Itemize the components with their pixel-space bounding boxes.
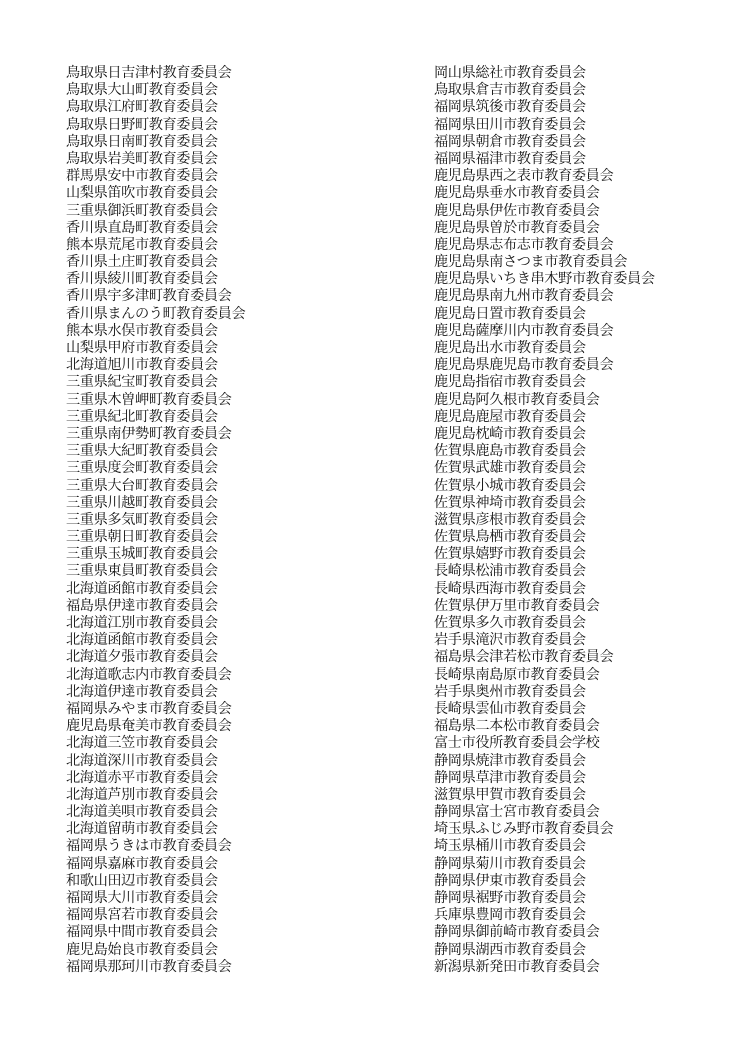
list-item: 三重県紀宝町教育委員会 xyxy=(66,374,218,391)
list-item: 長崎県松浦市教育委員会 xyxy=(434,563,586,580)
list-item: 静岡県草津市教育委員会 xyxy=(434,769,586,786)
list-item: 佐賀県小城市教育委員会 xyxy=(434,477,586,494)
list-item: 静岡県裾野市教育委員会 xyxy=(434,890,586,906)
list-item: 静岡県湖西市教育委員会 xyxy=(434,941,586,958)
list-item: 鹿児島県曽於市教育委員会 xyxy=(434,219,600,236)
list-item: 香川県まんのう町教育委員会 xyxy=(66,305,246,322)
list-item: 福岡県中間市教育委員会 xyxy=(66,924,218,941)
list-item: 福島県二本松市教育委員会 xyxy=(434,718,600,735)
list-item: 静岡県御前崎市教育委員会 xyxy=(434,924,600,941)
list-item: 鳥取県江府町教育委員会 xyxy=(66,99,218,116)
list-item: 香川県土庄町教育委員会 xyxy=(66,254,218,271)
list-item: 三重県紀北町教育委員会 xyxy=(66,408,218,425)
list-item: 北海道歌志内市教育委員会 xyxy=(66,666,232,683)
list-item: 北海道伊達市教育委員会 xyxy=(66,683,218,700)
list-item: 鳥取県大山町教育委員会 xyxy=(66,82,218,99)
list-item: 三重県御浜町教育委員会 xyxy=(66,202,218,219)
list-item: 熊本県水俣市教育委員会 xyxy=(66,322,218,339)
list-item: 鹿児島枕崎市教育委員会 xyxy=(434,425,586,442)
list-item: 鹿児島鹿屋市教育委員会 xyxy=(434,408,586,425)
list-item: 福岡県大川市教育委員会 xyxy=(66,890,218,906)
list-item: 福岡県那珂川市教育委員会 xyxy=(66,958,232,975)
list-item: 福岡県筑後市教育委員会 xyxy=(434,99,586,116)
list-item: 和歌山田辺市教育委員会 xyxy=(66,872,218,889)
list-item: 福岡県田川市教育委員会 xyxy=(434,116,586,133)
list-item: 岩手県滝沢市教育委員会 xyxy=(434,632,586,649)
list-item: 鹿児島県鹿児島市教育委員会 xyxy=(434,357,614,374)
list-item: 北海道夕張市教育委員会 xyxy=(66,649,218,666)
list-item: 鹿児島県垂水市教育委員会 xyxy=(434,185,600,202)
list-item: 鹿児島日置市教育委員会 xyxy=(434,305,586,322)
list-item: 鳥取県倉吉市教育委員会 xyxy=(434,82,586,99)
list-item: 熊本県荒尾市教育委員会 xyxy=(66,236,218,253)
list-item: 香川県直島町教育委員会 xyxy=(66,219,218,236)
list-item: 福岡県福津市教育委員会 xyxy=(434,150,586,167)
list-item: 埼玉県桶川市教育委員会 xyxy=(434,838,586,855)
list-item: 山梨県笛吹市教育委員会 xyxy=(66,185,218,202)
list-item: 静岡県富士宮市教育委員会 xyxy=(434,804,600,821)
list-item: 鳥取県日南町教育委員会 xyxy=(66,133,218,150)
list-item: 静岡県菊川市教育委員会 xyxy=(434,855,586,872)
list-item: 佐賀県鹿島市教育委員会 xyxy=(434,443,586,460)
list-item: 兵庫県豊岡市教育委員会 xyxy=(434,907,586,924)
list-item: 鹿児島県西之表市教育委員会 xyxy=(434,168,614,185)
list-item: 富士市役所教育委員会学校 xyxy=(434,735,600,752)
list-item: 鹿児島出水市教育委員会 xyxy=(434,340,586,356)
list-item: 三重県朝日町教育委員会 xyxy=(66,529,218,546)
list-item: 北海道芦別市教育委員会 xyxy=(66,786,218,803)
list-item: 北海道留萌市教育委員会 xyxy=(66,821,218,838)
list-item: 佐賀県武雄市教育委員会 xyxy=(434,460,586,477)
list-item: 福島県伊達市教育委員会 xyxy=(66,597,218,614)
list-item: 鹿児島県伊佐市教育委員会 xyxy=(434,202,600,219)
list-item: 佐賀県多久市教育委員会 xyxy=(434,615,586,631)
list-item: 三重県玉城町教育委員会 xyxy=(66,546,218,563)
list-item: 鹿児島県南九州市教育委員会 xyxy=(434,288,614,305)
right-column-list xyxy=(434,65,729,976)
list-item: 滋賀県彦根市教育委員会 xyxy=(434,511,586,528)
list-item: 鳥取県日野町教育委員会 xyxy=(66,116,218,133)
list-item: 福岡県宮若市教育委員会 xyxy=(66,907,218,924)
list-item: 北海道江別市教育委員会 xyxy=(66,615,218,631)
list-item: 福岡県嘉麻市教育委員会 xyxy=(66,855,218,872)
list-item: 鹿児島県奄美市教育委員会 xyxy=(66,718,232,735)
list-item: 鹿児島始良市教育委員会 xyxy=(66,941,218,958)
list-item: 三重県大台町教育委員会 xyxy=(66,477,218,494)
list-item: 鹿児島県南さつま市教育委員会 xyxy=(434,254,628,271)
list-item: 静岡県焼津市教育委員会 xyxy=(434,752,586,769)
list-item: 群馬県安中市教育委員会 xyxy=(66,168,218,185)
list-item: 鳥取県日吉津村教育委員会 xyxy=(66,65,232,81)
list-item: 岩手県奥州市教育委員会 xyxy=(434,683,586,700)
list-item: 三重県大紀町教育委員会 xyxy=(66,443,218,460)
list-item: 北海道美唄市教育委員会 xyxy=(66,804,218,821)
list-item: 三重県多気町教育委員会 xyxy=(66,511,218,528)
list-item: 北海道深川市教育委員会 xyxy=(66,752,218,769)
list-item: 三重県度会町教育委員会 xyxy=(66,460,218,477)
list-item: 新潟県新発田市教育委員会 xyxy=(434,958,600,975)
list-item: 佐賀県伊万里市教育委員会 xyxy=(434,597,600,614)
list-item: 長崎県西海市教育委員会 xyxy=(434,580,586,597)
list-item: 鳥取県岩美町教育委員会 xyxy=(66,150,218,167)
list-item: 佐賀県鳥栖市教育委員会 xyxy=(434,529,586,546)
list-item: 北海道函館市教育委員会 xyxy=(66,632,218,649)
list-item: 福島県会津若松市教育委員会 xyxy=(434,649,614,666)
list-item: 山梨県甲府市教育委員会 xyxy=(66,340,218,356)
list-item: 福岡県みやま市教育委員会 xyxy=(66,700,232,717)
list-item: 三重県川越町教育委員会 xyxy=(66,494,218,511)
list-item: 福岡県朝倉市教育委員会 xyxy=(434,133,586,150)
list-item: 鹿児島県志布志市教育委員会 xyxy=(434,236,614,253)
list-item: 滋賀県甲賀市教育委員会 xyxy=(434,786,586,803)
list-item: 佐賀県神埼市教育委員会 xyxy=(434,494,586,511)
list-item: 鹿児島阿久根市教育委員会 xyxy=(434,391,600,408)
list-item: 鹿児島指宿市教育委員会 xyxy=(434,374,586,391)
list-item: 岡山県総社市教育委員会 xyxy=(434,65,586,81)
list-item: 長崎県南島原市教育委員会 xyxy=(434,666,600,683)
list-item: 三重県南伊勢町教育委員会 xyxy=(66,425,232,442)
list-item: 鹿児島県いちき串木野市教育委員会 xyxy=(434,271,655,288)
list-item: 三重県木曽岬町教育委員会 xyxy=(66,391,232,408)
list-item: 三重県東員町教育委員会 xyxy=(66,563,218,580)
list-item: 北海道函館市教育委員会 xyxy=(66,580,218,597)
list-item: 北海道赤平市教育委員会 xyxy=(66,769,218,786)
list-item: 静岡県伊東市教育委員会 xyxy=(434,872,586,889)
list-item: 北海道三笠市教育委員会 xyxy=(66,735,218,752)
left-column-list xyxy=(66,65,396,976)
list-item: 埼玉県ふじみ野市教育委員会 xyxy=(434,821,614,838)
list-item: 佐賀県嬉野市教育委員会 xyxy=(434,546,586,563)
list-item: 北海道旭川市教育委員会 xyxy=(66,357,218,374)
list-item: 福岡県うきは市教育委員会 xyxy=(66,838,232,855)
list-item: 香川県宇多津町教育委員会 xyxy=(66,288,232,305)
list-item: 香川県綾川町教育委員会 xyxy=(66,271,218,288)
list-item: 鹿児島薩摩川内市教育委員会 xyxy=(434,322,614,339)
list-item: 長崎県雲仙市教育委員会 xyxy=(434,700,586,717)
